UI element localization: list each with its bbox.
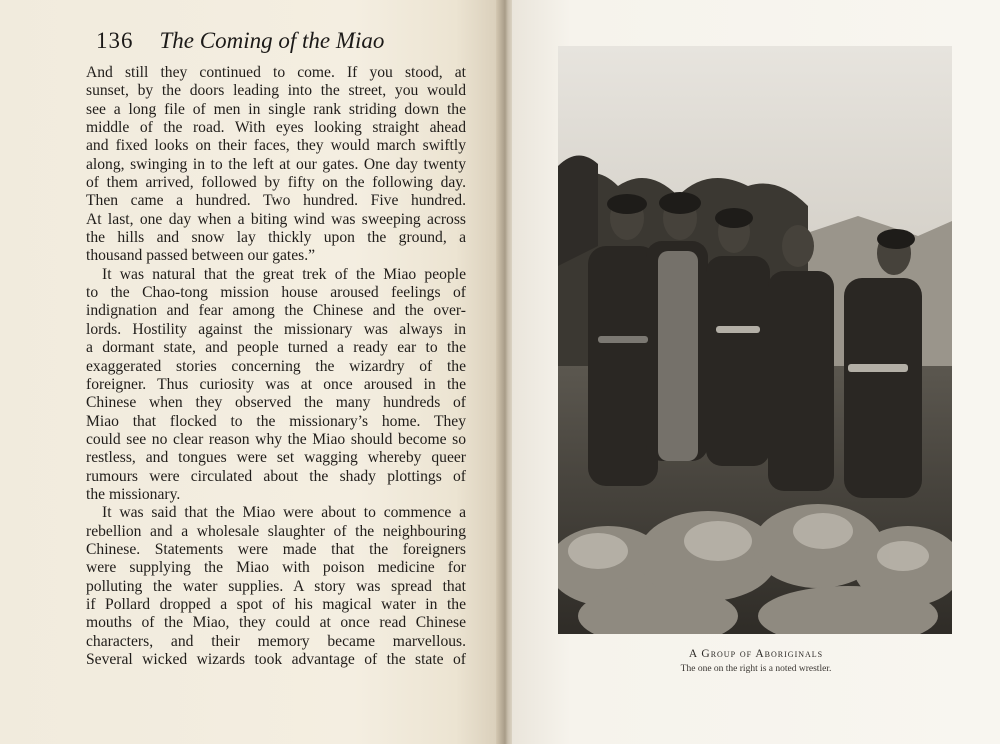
text-line: Chinese when they observed the many hundreds of: [86, 394, 466, 412]
text-line: At last, one day when a biting wind was sweeping across: [86, 210, 466, 228]
text-line: indignation and fear among the Chinese and the over-: [86, 302, 466, 320]
text-line: Then came a hundred. Two hundred. Five hundred.: [86, 192, 466, 210]
page-number: 136: [96, 28, 134, 53]
text-line: foreigner. Thus curiosity was at once aroused in the: [86, 375, 466, 393]
text-line: rumours were circulated about the shady plottings of: [86, 467, 466, 485]
group-photograph: [558, 46, 952, 634]
text-line: characters, and their memory became marvellous.: [86, 632, 466, 650]
text-line: sunset, by the doors leading into the street, you would: [86, 82, 466, 100]
text-line: if Pollard dropped a spot of his magical water in the: [86, 595, 466, 613]
text-line: polluting the water supplies. A story was spread that: [86, 577, 466, 595]
text-line: restless, and tongues were set wagging whereby queer: [86, 449, 466, 467]
text-line: the missionary.: [86, 485, 181, 503]
text-line: were supplying the Miao with poison medicine for: [86, 559, 466, 577]
text-line: along, swinging in to the left at our gates. One day twenty: [86, 155, 466, 173]
text-line: to the Chao-tong mission house aroused feelings of: [86, 284, 466, 302]
text-line: middle of the road. With eyes looking straight ahead: [86, 119, 466, 137]
text-line: the hills and snow lay thickly upon the ground, a: [86, 229, 466, 247]
text-line: Several wicked wizards took advantage of the state of: [86, 651, 466, 668]
running-head: The Coming of the Miao: [159, 28, 385, 53]
text-line: It was natural that the great trek of the Miao people: [102, 265, 466, 283]
page-header: [96, 28, 384, 56]
caption-title: A Group of Aboriginals: [688, 648, 824, 660]
text-line: And still they continued to come. If you stood, at: [86, 64, 466, 81]
text-line: of them arrived, followed by fifty on the following day.: [86, 174, 466, 192]
text-line: and fixed looks on their faces, they would march swiftly: [86, 137, 466, 155]
text-line: rebellion and a wholesale slaughter of the neighbouring: [86, 522, 466, 540]
text-line: thousand passed between our gates.”: [86, 247, 316, 265]
photo-caption: [560, 648, 952, 674]
text-line: Chinese. Statements were made that the foreigners: [86, 540, 466, 558]
body-text: [86, 64, 466, 669]
text-line: lords. Hostility against the missionary was always in: [86, 320, 466, 338]
caption-subtitle: The one on the right is a noted wrestler.: [680, 664, 832, 674]
text-line: mouths of the Miao, they could at once read Chinese: [86, 614, 466, 632]
text-line: a dormant state, and people turned a ready ear to the: [86, 339, 466, 357]
text-line: see a long file of men in single rank striding down the: [86, 100, 466, 118]
text-line: Miao that flocked to the missionary’s home. They: [86, 412, 466, 430]
text-line: exaggerated stories concerning the wizardry of the: [86, 357, 466, 375]
text-line: It was said that the Miao were about to commence a: [102, 504, 466, 522]
text-line: could see no clear reason why the Miao should become so: [86, 430, 466, 448]
